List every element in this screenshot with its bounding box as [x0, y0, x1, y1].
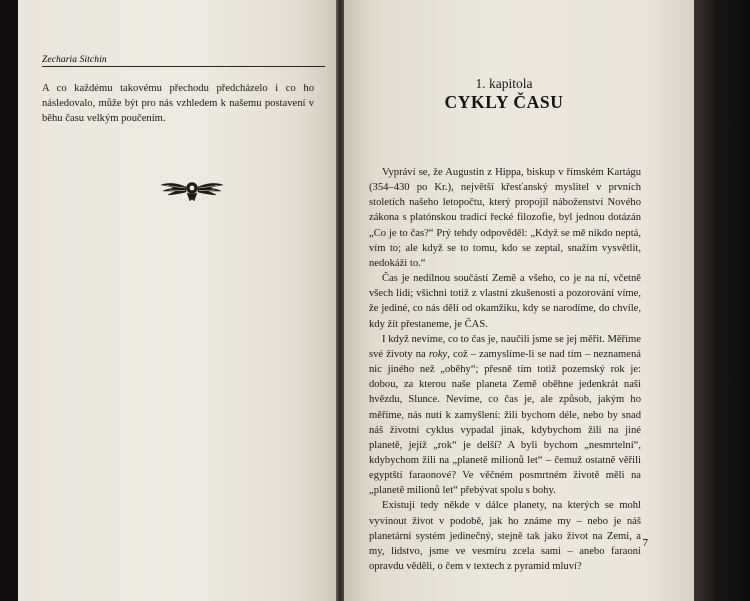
chapter-body [369, 165, 641, 574]
left-paragraph: A co každému takovému přechodu předcházelo i co ho následovalo, může být pro nás vzhledem k našemu postavení v běhu času velkým poučením. [42, 83, 314, 125]
body-paragraph: Vypráví se, že Augustin z Hippa, biskup v římském Kartágu (354–430 po Kr.), největší křesťanský myslitel v prvních stoletích našeho letopočtu, který propojil náboženství Nového zákona s platónskou tradicí řecké filozofie, byl jednou dotázán „Co je to čas?“ Prý tehdy odpověděl: „Když se mě nikdo neptá, vím to; ale když se to tomu, kdo se zeptal, snažím vysvětlit, nedokáži to.“ [369, 167, 641, 269]
chapter-title: CYKLY ČASU [444, 92, 564, 112]
body-paragraph: Čas je nedílnou součástí Země a všeho, co je na ní, včetně všech lidí; všichni totiž z vlastní zkušenosti a pozorování víme, že jediné, co nás dělí od okamžiku, kdy se narodíme, do chvíle, kdy žít přestaneme, je ČAS. [369, 273, 641, 330]
chapter-number: 1. kapitola [475, 76, 533, 91]
running-head: Zecharia Sitchin [42, 55, 107, 65]
book-gutter [336, 0, 344, 601]
body-paragraph: I když nevíme, co to čas je, naučili jsme se jej měřit. Měříme své životy na roky, což – zamyslíme-li se nad tím – neznamená nic jiného než „oběhy“; přesně tím totiž pozemský rok je: dobou, za kterou naše planeta Země oběhne jedenkrát naši hvězdu, Slunce. Nevíme, co čas je, ale způsob, jakým ho měříme, nás nutí k zamyšlení: žili bychom déle, nebo by snad náš životní cyklus vypadal jinak, kdybychom žili na jiné planetě, jejíž „rok“ je delší? A byli bychom „nesmrtelní“, kdybychom žili na „planetě milionů let“ – čemuž ostatně věřili egyptští faraonové? Ve věčném posmrtném životě měli na „planetě milionů let“ přebývat spolu s bohy. [369, 333, 642, 497]
running-head-rule [42, 66, 325, 67]
page-edge-shadow [694, 0, 750, 601]
body-paragraph: Existují tedy někde v dálce planety, na kterých se mohl vyvinout život v podobě, jak ho známe my – nebo je náš planetární systém jedinečný, stejně tak jako život na Zemi, a my, lidstvo, jsme ve vesmíru zcela sami – anebo faraoni opravdu věděli, o čem v textech z pyramid mluví? [369, 500, 641, 573]
page-number: 7 [642, 537, 648, 549]
winged-disc-icon [160, 177, 224, 203]
left-page-text [42, 81, 314, 126]
